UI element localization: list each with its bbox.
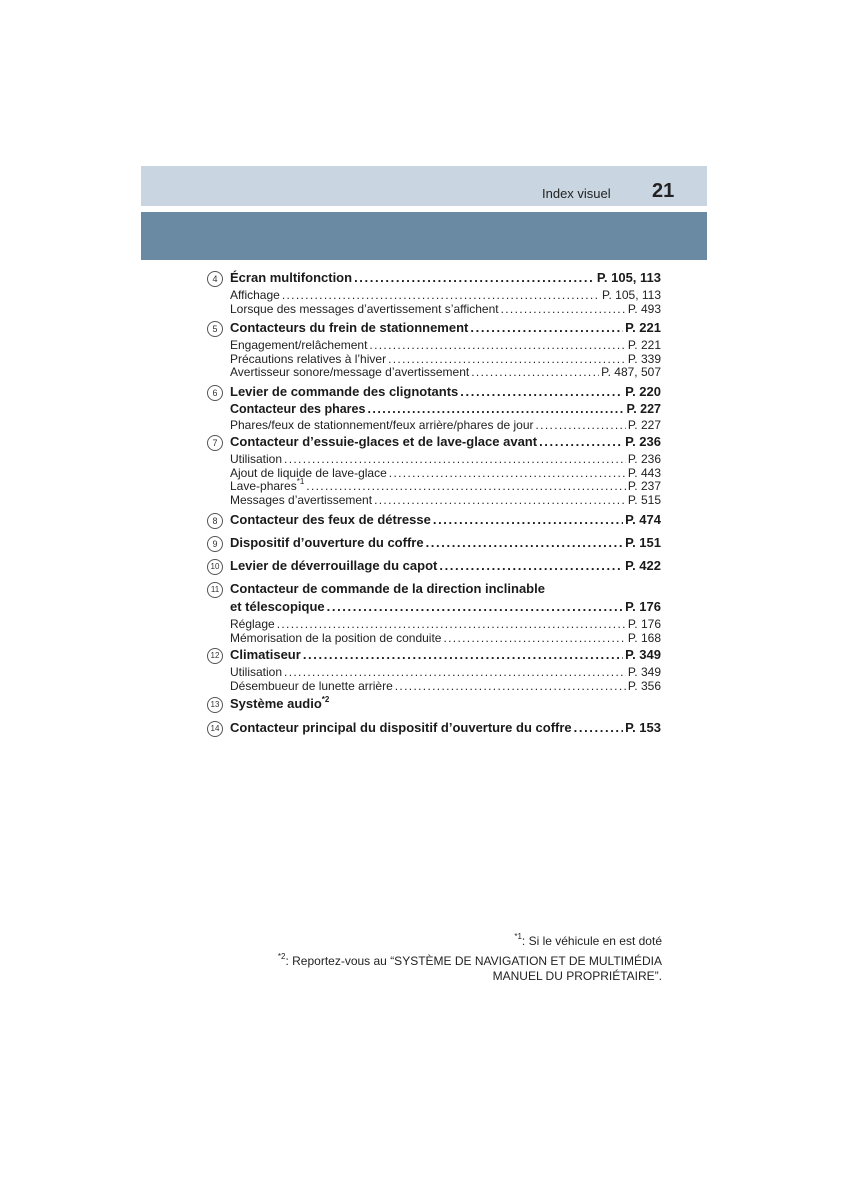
leader-dots [369,338,625,352]
footnote-mark: *2 [277,952,286,961]
page-reference[interactable]: P. 168 [627,630,661,645]
footnote-line [200,969,662,983]
index-entry[interactable] [230,402,661,418]
leader-dots [426,535,624,550]
item-number-badge: 13 [207,697,223,713]
item-number-badge: 6 [207,385,223,401]
entry-label: Levier de déverrouillage du capot [230,558,438,573]
index-group [207,535,661,553]
index-group [207,558,661,576]
index-group [207,581,661,644]
item-number-badge: 7 [207,435,223,451]
leader-dots [439,558,623,573]
header-bar [141,212,707,260]
page-reference[interactable]: P. 227 [626,402,661,416]
leader-dots [306,479,626,493]
footnote-text: : Si le véhicule en est doté [521,934,662,948]
leader-dots [539,434,623,449]
entry-label: Climatiseur [230,647,301,662]
page-reference[interactable]: P. 237 [627,479,661,493]
header-band [141,166,707,206]
entry-label: Contacteur principal du dispositif d’ouverture du coffre [230,720,572,735]
footnote-mark: *2 [321,695,330,704]
page-reference[interactable]: P. 493 [627,301,661,316]
leader-dots [284,665,626,679]
entry-label: Précautions relatives à l’hiver [230,351,387,366]
page-reference[interactable]: P. 151 [625,535,661,550]
page-reference[interactable]: P. 236 [627,452,661,466]
item-number-badge: 8 [207,513,223,529]
leader-dots [501,302,626,316]
entry-label: Contacteur des phares [230,402,366,416]
section-title: Index visuel [542,186,611,201]
index-subentry[interactable] [230,617,661,631]
index-group [207,384,661,432]
page-reference[interactable]: P. 221 [627,338,661,352]
index-subentry[interactable] [230,302,661,316]
entry-label: Contacteur de commande de la direction inclinable [230,581,545,596]
page-reference[interactable]: P. 349 [625,647,661,662]
index-group [207,512,661,530]
footnote-text: : Reportez-vous au “SYSTÈME DE NAVIGATION ET DE MULTIMÉDIA [285,954,662,968]
item-number-badge: 9 [207,536,223,552]
page-number: 21 [652,180,675,202]
leader-dots [374,493,626,507]
index-subentry[interactable] [230,493,661,507]
index-entry[interactable] [230,535,661,553]
item-number-badge: 11 [207,582,223,598]
index-entry[interactable] [230,696,661,714]
leader-dots [470,320,623,335]
page-reference[interactable]: P. 105, 113 [602,288,661,302]
index-subentry[interactable] [230,418,661,432]
index-entry[interactable] [230,434,661,452]
page-reference[interactable]: P. 474 [625,512,661,527]
leader-dots [388,352,626,366]
footnote-line [200,954,662,968]
page-reference[interactable]: P. 153 [625,720,661,735]
page-reference[interactable]: P. 422 [625,558,661,573]
index-entry[interactable] [230,647,661,665]
entry-label: Lorsque des messages d’avertissement s’affichent [230,301,499,316]
entry-label: Mémorisation de la position de conduite [230,630,442,645]
leader-dots [389,466,626,480]
item-number-badge: 14 [207,721,223,737]
index-entry[interactable] [230,512,661,530]
leader-dots [471,365,599,379]
index-subentry[interactable] [230,365,661,379]
entry-label: et télescopique [230,599,325,614]
entry-label: Contacteur d’essuie-glaces et de lave-glace avant [230,434,538,449]
entry-label: Affichage [230,288,280,302]
leader-dots [433,512,623,527]
footnote-line [200,934,662,948]
entry-label: Phares/feux de stationnement/feux arrière/phares de jour [230,418,534,432]
leader-dots [354,270,595,285]
index-subentry[interactable] [230,466,661,480]
index-entry[interactable] [230,320,661,338]
index-group [207,720,661,738]
entry-label: Écran multifonction [230,270,353,285]
index-group [207,647,661,692]
page-reference[interactable]: P. 176 [627,617,661,631]
leader-dots [282,288,600,302]
entry-label: Désembueur de lunette arrière [230,678,393,693]
index-subentry[interactable] [230,479,661,493]
index-entry[interactable] [230,720,661,738]
page-reference[interactable]: P. 236 [625,434,661,449]
index-entry[interactable] [230,384,661,402]
leader-dots [395,679,626,693]
entry-label: Lave-phares$^{*1}$ [230,477,305,493]
index-group [207,320,661,379]
index-group [207,434,661,506]
entry-label: Système audio$^{*2}$ [230,695,330,711]
item-number-badge: 5 [207,321,223,337]
entry-label: Avertisseur sonore/message d’avertissement [230,365,470,379]
index-subentry[interactable] [230,679,661,693]
entry-label: Utilisation [230,452,283,466]
footnote-mark: *1 [514,932,522,941]
entry-label: Utilisation [230,665,283,679]
index-group [207,696,661,714]
entry-label: Contacteur des feux de détresse [230,512,431,527]
page-reference[interactable]: P. 227 [627,418,661,432]
entry-label: Contacteurs du frein de stationnement [230,320,469,335]
leader-dots [303,647,623,662]
footnote-mark: *1 [296,477,305,486]
page-reference[interactable]: P. 339 [627,351,661,366]
item-number-badge: 10 [207,559,223,575]
leader-dots [277,617,626,631]
index-subentry[interactable] [230,288,661,302]
entry-label: Engagement/relâchement [230,338,368,352]
leader-dots [443,631,625,645]
page-reference[interactable]: P. 349 [627,665,661,679]
leader-dots [460,384,623,399]
index-subentry[interactable] [230,631,661,645]
entry-label: Dispositif d’ouverture du coffre [230,535,424,550]
item-number-badge: 12 [207,648,223,664]
page-reference[interactable]: P. 356 [627,678,661,693]
entry-label: Levier de commande des clignotants [230,384,459,399]
index-subentry[interactable] [230,452,661,466]
leader-dots [367,402,624,416]
index-entry[interactable] [230,558,661,576]
index-entry[interactable] [230,581,661,599]
leader-dots [327,599,623,614]
index-subentry[interactable] [230,338,661,352]
leader-dots [574,720,623,735]
page-reference[interactable]: P. 515 [627,492,661,507]
page-reference[interactable]: P. 105, 113 [596,270,661,285]
index-group [207,270,661,315]
index-subentry[interactable] [230,352,661,366]
entry-label: Réglage [230,617,275,631]
entry-label: Ajout de liquide de lave-glace [230,465,387,480]
page-reference[interactable]: P. 443 [627,465,661,480]
leader-dots [284,452,626,466]
page-reference[interactable]: P. 176 [625,599,661,614]
entry-label: Messages d’avertissement [230,492,373,507]
page-reference[interactable]: P. 487, 507 [601,365,661,379]
index-subentry[interactable] [230,665,661,679]
index-entry[interactable] [230,599,661,617]
index-entry[interactable] [230,270,661,288]
page-reference[interactable]: P. 221 [625,320,661,335]
footnote-text: MANUEL DU PROPRIÉTAIRE”. [492,969,662,983]
item-number-badge: 4 [207,271,223,287]
page-reference[interactable]: P. 220 [625,384,661,399]
leader-dots [536,418,626,432]
